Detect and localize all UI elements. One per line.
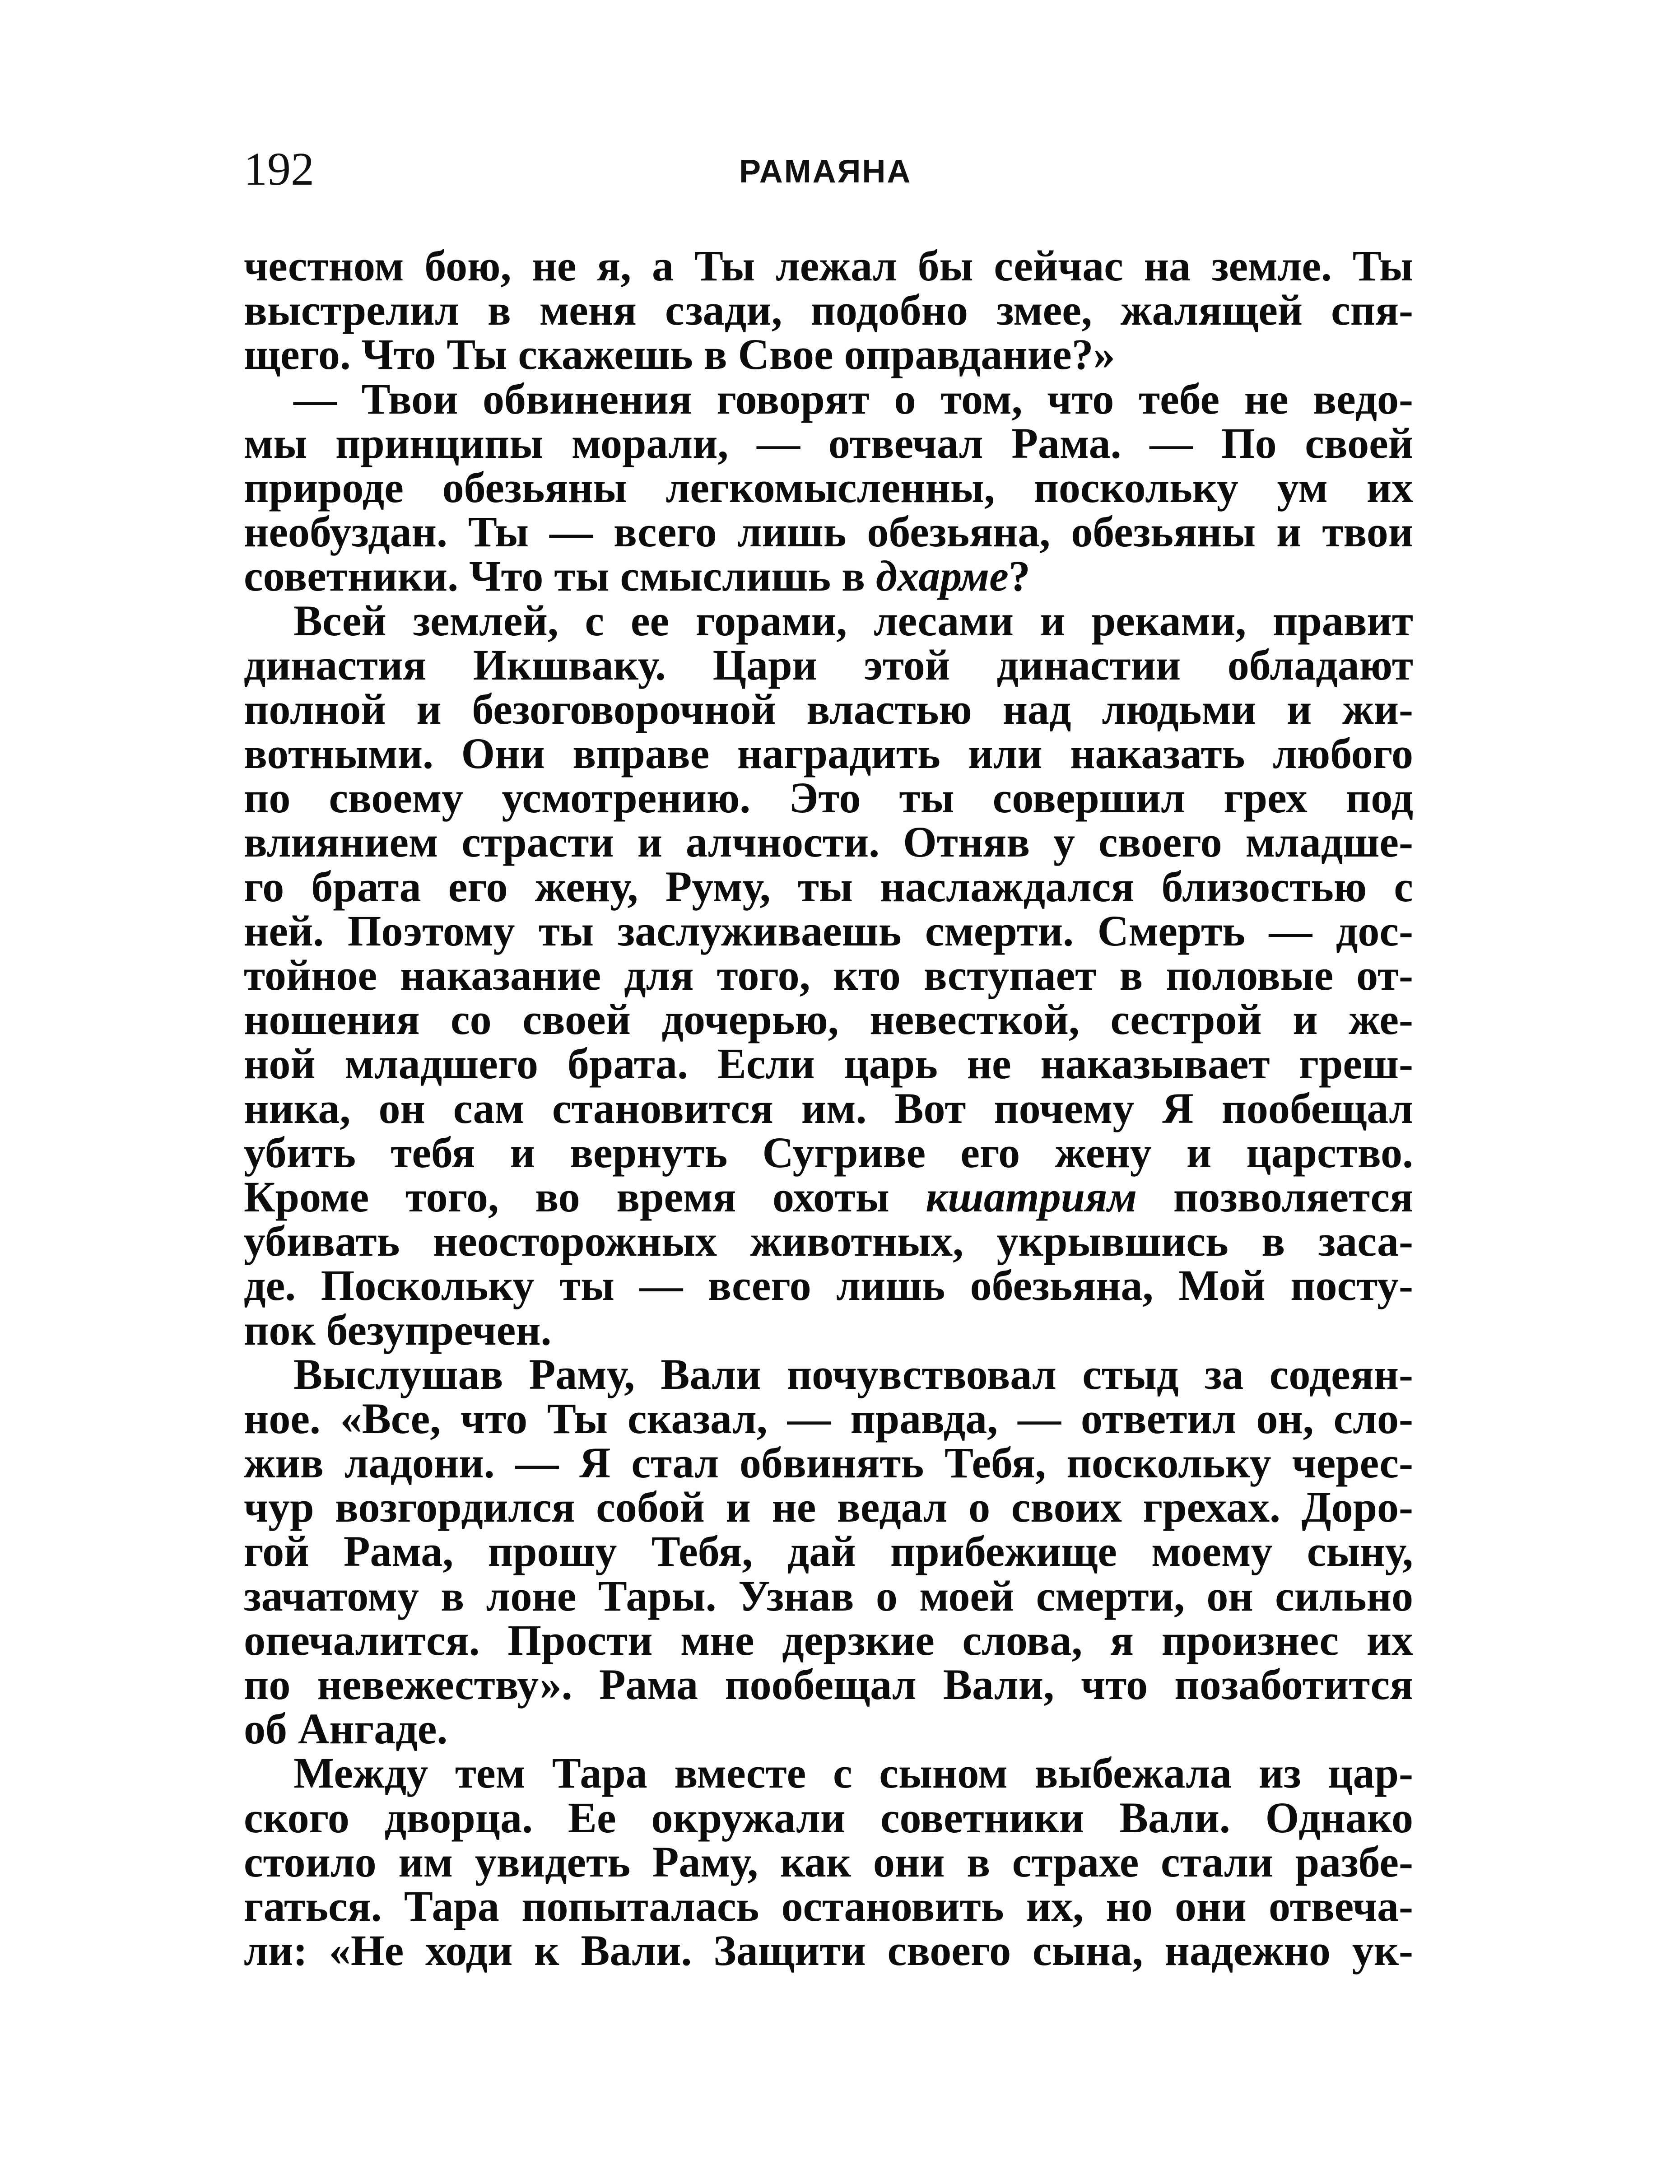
text-line: гой Рама, прошу Тебя, дай прибежище моему сыну, bbox=[244, 1527, 1413, 1576]
text-line: ной младшего брата. Если царь не наказывает греш- bbox=[244, 1039, 1413, 1088]
body-text bbox=[244, 244, 1413, 1973]
text-line: пок безупречен. bbox=[244, 1305, 552, 1354]
paragraph bbox=[244, 596, 1414, 1354]
text-fragment: позволяется bbox=[1137, 1172, 1414, 1221]
text-line: ношения со своей дочерью, невесткой, сестрой и же- bbox=[244, 995, 1413, 1044]
text-line: ли: «Не ходи к Вали. Защити своего сына, надежно ук- bbox=[244, 1926, 1413, 1975]
text-line: вотными. Они вправе наградить или наказать любого bbox=[244, 729, 1413, 778]
text-fragment: Кроме того, во время охоты bbox=[244, 1172, 926, 1221]
page-number: 192 bbox=[244, 143, 314, 195]
paragraph bbox=[244, 374, 1413, 601]
text-line: тойное наказание для того, кто вступает в половые от- bbox=[244, 951, 1413, 999]
text-line: чур возгордился собой и не ведал о своих грехах. Доро- bbox=[244, 1483, 1413, 1532]
text-line: природе обезьяны легкомысленны, поскольку ум их bbox=[244, 463, 1413, 512]
page-header bbox=[244, 140, 1413, 199]
text-line: полной и безоговорочной властью над людьми и жи- bbox=[244, 685, 1413, 733]
text-fragment: ? bbox=[1008, 552, 1030, 601]
text-line: выстрелил в меня сзади, подобно змее, жалящей спя- bbox=[244, 286, 1413, 335]
text-line: ное. «Все, что Ты сказал, — правда, — ответил он, сло- bbox=[244, 1394, 1413, 1443]
text-line: Между тем Тара вместе с сыном выбежала из цар- bbox=[293, 1749, 1413, 1797]
text-line: щего. Что Ты скажешь в Свое оправдание?» bbox=[244, 330, 1115, 379]
paragraph bbox=[244, 1751, 1413, 1973]
text-line: убить тебя и вернуть Сугриве его жену и царство. bbox=[244, 1128, 1413, 1177]
text-line: влиянием страсти и алчности. Отняв у своего младше- bbox=[244, 818, 1413, 866]
text-line: по своему усмотрению. Это ты совершил грех под bbox=[244, 773, 1413, 822]
text-fragment: советники. Что ты смыслишь в bbox=[244, 552, 876, 601]
text-line: ского дворца. Ее окружали советники Вали. Однако bbox=[244, 1793, 1413, 1842]
text-line: Всей землей, с ее горами, лесами и реками, правит bbox=[293, 596, 1413, 645]
text-line: Выслушав Раму, Вали почувствовал стыд за содеян- bbox=[293, 1350, 1413, 1398]
text-line: гаться. Тара попыталась остановить их, но они отвеча- bbox=[244, 1881, 1413, 1930]
text-line: де. Поскольку ты — всего лишь обезьяна, Мой посту- bbox=[244, 1261, 1413, 1310]
text-line: мы принципы морали, — отвечал Рама. — По своей bbox=[244, 419, 1413, 467]
text-line: го брата его жену, Руму, ты наслаждался близостью с bbox=[244, 862, 1413, 911]
paragraph bbox=[244, 244, 1413, 377]
text-line: по невежеству». Рама пообещал Вали, что позаботится bbox=[244, 1660, 1413, 1709]
text-line: ней. Поэтому ты заслуживаешь смерти. Смерть — дос- bbox=[244, 906, 1413, 955]
text-line bbox=[244, 552, 1413, 601]
text-line: об Ангаде. bbox=[244, 1704, 448, 1753]
italic-term: кшатриям bbox=[926, 1172, 1137, 1221]
paragraph bbox=[244, 1352, 1413, 1751]
text-line: убивать неосторожных животных, укрывшись в заса- bbox=[244, 1217, 1413, 1266]
text-line: ника, он сам становится им. Вот почему Я пообещал bbox=[244, 1084, 1413, 1132]
text-line: зачатому в лоне Тары. Узнав о моей смерти, он сильно bbox=[244, 1571, 1413, 1620]
text-line bbox=[244, 1172, 1414, 1221]
text-line: необуздан. Ты — всего лишь обезьяна, обезьяны и твои bbox=[244, 508, 1413, 556]
text-line: честном бою, не я, а Ты лежал бы сейчас на земле. Ты bbox=[244, 242, 1413, 290]
text-line: династия Икшваку. Цари этой династии обладают bbox=[244, 640, 1413, 689]
text-line: — Твои обвинения говорят о том, что тебе не ведо- bbox=[293, 374, 1413, 423]
text-line: жив ладони. — Я стал обвинять Тебя, поскольку черес- bbox=[244, 1439, 1413, 1487]
text-line: опечалится. Прости мне дерзкие слова, я произнес их bbox=[244, 1616, 1413, 1664]
running-title: РАМАЯНА bbox=[739, 154, 912, 190]
text-line: стоило им увидеть Раму, как они в страхе стали разбе- bbox=[244, 1837, 1413, 1886]
italic-term: дхарме bbox=[875, 552, 1009, 601]
